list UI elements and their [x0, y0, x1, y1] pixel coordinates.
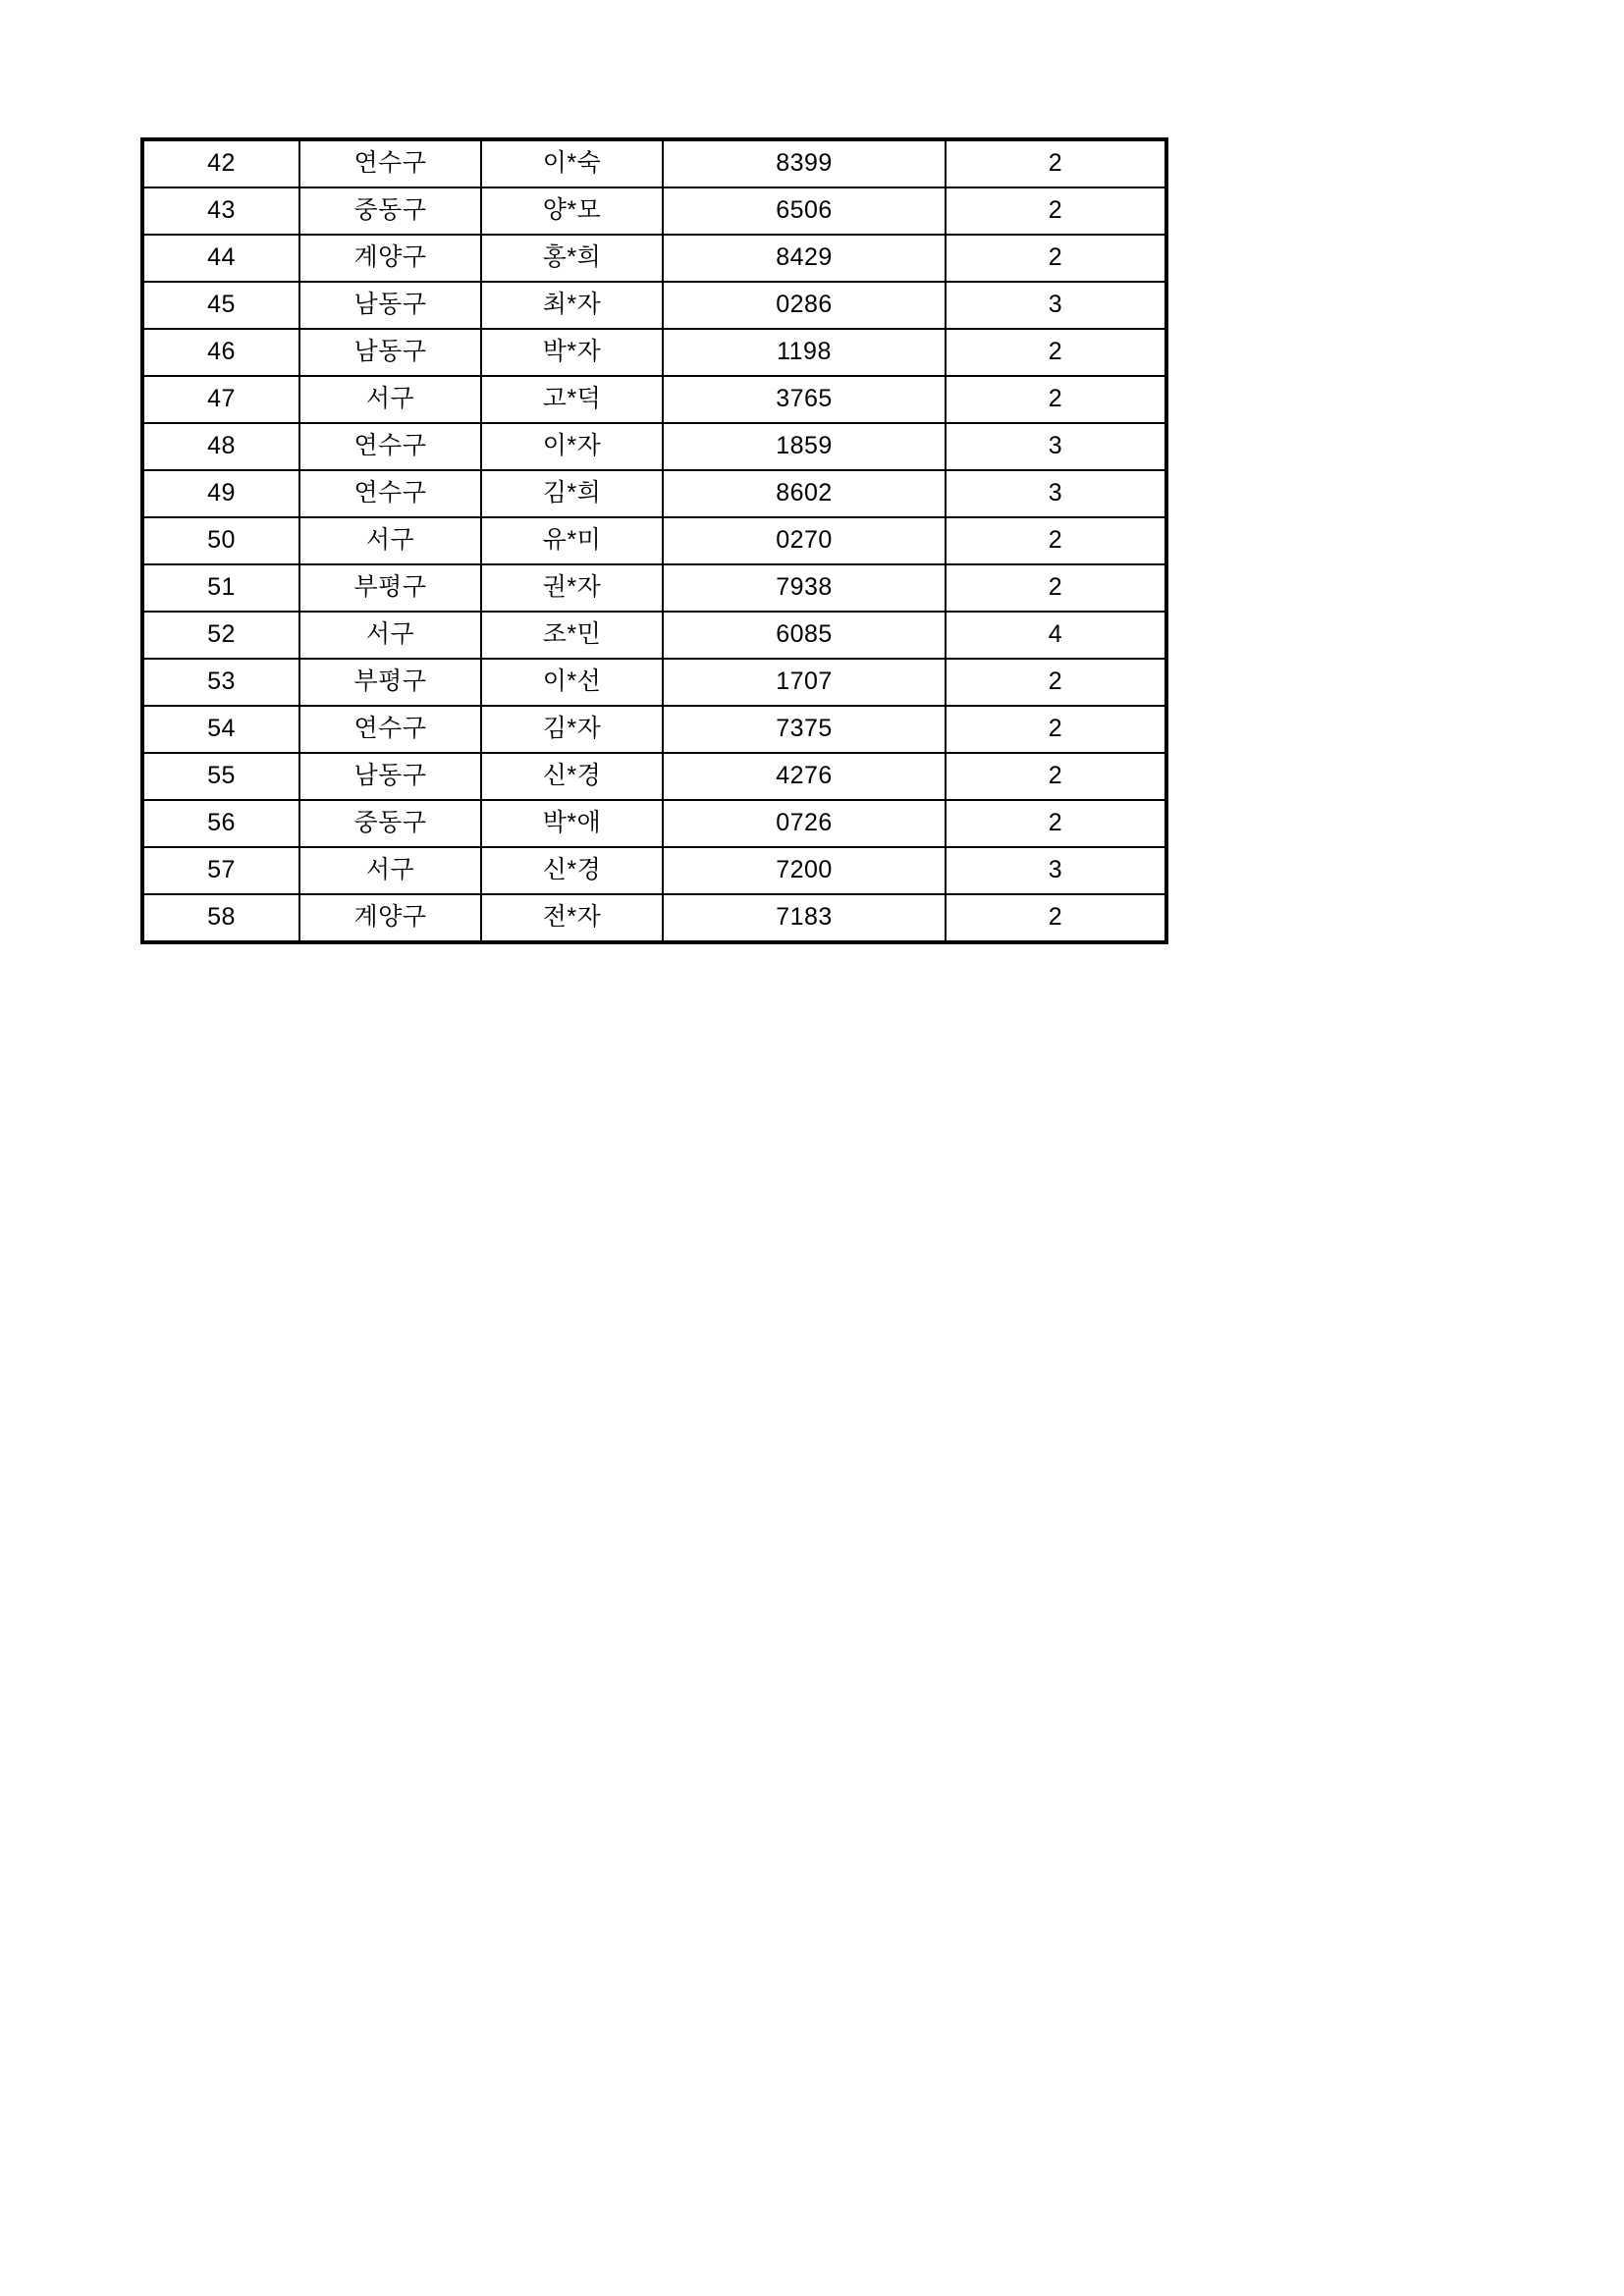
table-cell-no: 56: [142, 800, 299, 847]
table-cell-name: 홍*희: [481, 235, 663, 282]
table-cell-district: 중동구: [299, 800, 481, 847]
table-cell-no: 45: [142, 282, 299, 329]
table-cell-number: 0286: [663, 282, 946, 329]
table-cell-number: 7200: [663, 847, 946, 894]
table-row: [142, 187, 1166, 235]
table-cell-count: 3: [946, 423, 1166, 470]
table-cell-name: 유*미: [481, 517, 663, 564]
table-cell-district: 부평구: [299, 659, 481, 706]
table-cell-number: 4276: [663, 753, 946, 800]
table-cell-district: 연수구: [299, 139, 481, 187]
table-cell-no: 51: [142, 564, 299, 612]
table-row: [142, 753, 1166, 800]
table-cell-number: 0270: [663, 517, 946, 564]
table-cell-no: 47: [142, 376, 299, 423]
table-cell-number: 0726: [663, 800, 946, 847]
data-table-container: [140, 137, 1164, 944]
table-cell-district: 남동구: [299, 282, 481, 329]
table-row: [142, 894, 1166, 942]
table-row: [142, 376, 1166, 423]
table-cell-name: 전*자: [481, 894, 663, 942]
table-cell-number: 7938: [663, 564, 946, 612]
table-cell-number: 8602: [663, 470, 946, 517]
table-cell-number: 1859: [663, 423, 946, 470]
table-cell-no: 43: [142, 187, 299, 235]
table-cell-count: 4: [946, 612, 1166, 659]
table-cell-name: 박*애: [481, 800, 663, 847]
table-cell-count: 2: [946, 376, 1166, 423]
table-cell-district: 연수구: [299, 470, 481, 517]
table-cell-count: 2: [946, 235, 1166, 282]
table-cell-no: 42: [142, 139, 299, 187]
table-row: [142, 282, 1166, 329]
table-cell-no: 58: [142, 894, 299, 942]
table-cell-district: 계양구: [299, 894, 481, 942]
table-cell-number: 1198: [663, 329, 946, 376]
table-cell-number: 8429: [663, 235, 946, 282]
table-row: [142, 564, 1166, 612]
table-cell-no: 54: [142, 706, 299, 753]
table-cell-district: 연수구: [299, 423, 481, 470]
table-row: [142, 847, 1166, 894]
table-cell-count: 3: [946, 847, 1166, 894]
table-cell-number: 6085: [663, 612, 946, 659]
table-row: [142, 139, 1166, 187]
table-row: [142, 423, 1166, 470]
table-cell-name: 양*모: [481, 187, 663, 235]
table-cell-district: 서구: [299, 847, 481, 894]
table-cell-district: 서구: [299, 612, 481, 659]
table-cell-no: 52: [142, 612, 299, 659]
table-cell-no: 55: [142, 753, 299, 800]
table-row: [142, 329, 1166, 376]
table-cell-number: 1707: [663, 659, 946, 706]
table-cell-name: 이*숙: [481, 139, 663, 187]
table-cell-name: 신*경: [481, 753, 663, 800]
table-cell-number: 7183: [663, 894, 946, 942]
table-cell-no: 44: [142, 235, 299, 282]
table-cell-number: 3765: [663, 376, 946, 423]
table-row: [142, 706, 1166, 753]
table-row: [142, 612, 1166, 659]
table-cell-count: 2: [946, 706, 1166, 753]
table-cell-count: 2: [946, 187, 1166, 235]
table-cell-name: 이*자: [481, 423, 663, 470]
table-cell-name: 박*자: [481, 329, 663, 376]
table-cell-name: 권*자: [481, 564, 663, 612]
table-cell-count: 2: [946, 139, 1166, 187]
table-cell-name: 이*선: [481, 659, 663, 706]
table-cell-district: 남동구: [299, 329, 481, 376]
recipient-list-table: [140, 137, 1168, 944]
table-cell-count: 2: [946, 753, 1166, 800]
table-cell-no: 50: [142, 517, 299, 564]
table-cell-count: 2: [946, 894, 1166, 942]
table-row: [142, 659, 1166, 706]
table-cell-name: 신*경: [481, 847, 663, 894]
table-cell-district: 남동구: [299, 753, 481, 800]
table-cell-district: 연수구: [299, 706, 481, 753]
table-cell-name: 김*자: [481, 706, 663, 753]
table-cell-no: 57: [142, 847, 299, 894]
table-cell-district: 서구: [299, 376, 481, 423]
table-cell-number: 7375: [663, 706, 946, 753]
table-cell-name: 조*민: [481, 612, 663, 659]
table-cell-count: 3: [946, 282, 1166, 329]
table-row: [142, 517, 1166, 564]
table-cell-district: 서구: [299, 517, 481, 564]
table-cell-name: 김*희: [481, 470, 663, 517]
table-cell-no: 53: [142, 659, 299, 706]
table-cell-district: 중동구: [299, 187, 481, 235]
table-cell-number: 6506: [663, 187, 946, 235]
table-cell-count: 2: [946, 564, 1166, 612]
table-cell-count: 2: [946, 659, 1166, 706]
table-row: [142, 800, 1166, 847]
table-row: [142, 235, 1166, 282]
table-cell-no: 49: [142, 470, 299, 517]
table-cell-no: 46: [142, 329, 299, 376]
table-cell-count: 3: [946, 470, 1166, 517]
table-cell-district: 계양구: [299, 235, 481, 282]
table-row: [142, 470, 1166, 517]
table-cell-count: 2: [946, 329, 1166, 376]
table-cell-count: 2: [946, 800, 1166, 847]
table-cell-count: 2: [946, 517, 1166, 564]
table-body: [142, 139, 1166, 942]
table-cell-name: 고*덕: [481, 376, 663, 423]
table-cell-name: 최*자: [481, 282, 663, 329]
table-cell-district: 부평구: [299, 564, 481, 612]
table-cell-number: 8399: [663, 139, 946, 187]
table-cell-no: 48: [142, 423, 299, 470]
